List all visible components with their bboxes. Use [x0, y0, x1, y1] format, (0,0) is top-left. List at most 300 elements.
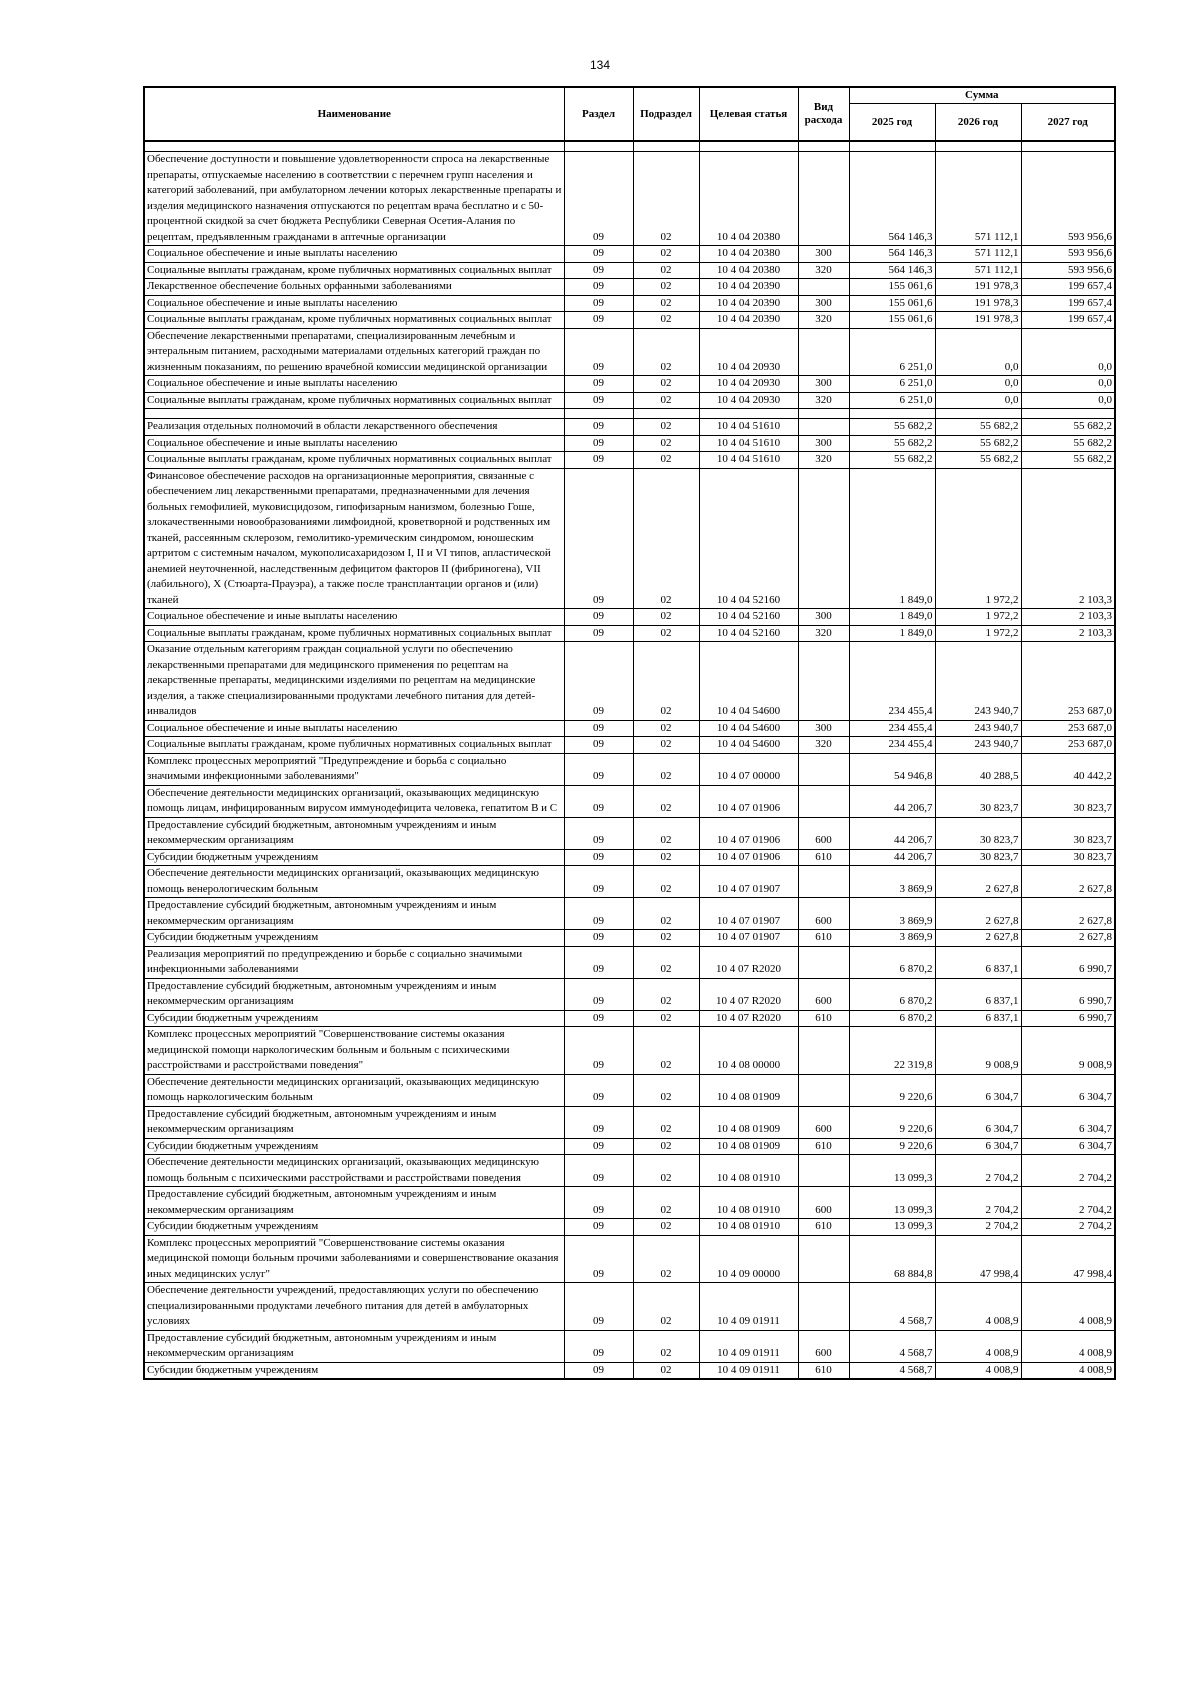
cell-2027: 6 990,7 [1021, 978, 1115, 1010]
table-row [144, 1283, 1115, 1331]
cell-2027: 6 990,7 [1021, 946, 1115, 978]
cell-name: Субсидии бюджетным учреждениям [144, 849, 564, 866]
cell-2025: 6 251,0 [849, 328, 935, 376]
cell-target-article: 10 4 04 20380 [699, 152, 798, 246]
cell-2027: 4 008,9 [1021, 1283, 1115, 1331]
budget-table [143, 86, 1116, 1380]
cell-name: Субсидии бюджетным учреждениям [144, 1362, 564, 1379]
cell-2026: 243 940,7 [935, 737, 1021, 754]
header-2025: 2025 год [849, 104, 935, 142]
cell-2026: 30 823,7 [935, 849, 1021, 866]
cell-target-article: 10 4 09 01911 [699, 1362, 798, 1379]
cell-2025: 1 849,0 [849, 609, 935, 626]
cell-target-article: 10 4 07 01906 [699, 849, 798, 866]
cell-section: 09 [564, 376, 633, 393]
cell-2027: 6 304,7 [1021, 1106, 1115, 1138]
table-row [144, 817, 1115, 849]
cell-2026: 6 304,7 [935, 1106, 1021, 1138]
cell-2027: 55 682,2 [1021, 435, 1115, 452]
cell-expense-type: 610 [798, 849, 849, 866]
cell-target-article: 10 4 07 R2020 [699, 946, 798, 978]
cell-2025: 13 099,3 [849, 1187, 935, 1219]
cell-2027: 55 682,2 [1021, 452, 1115, 469]
cell-2025: 3 869,9 [849, 930, 935, 947]
cell-name: Обеспечение деятельности учреждений, предоставляющих услуги по обеспечению специализированными продуктами лечебного питания для детей в амбулаторных условиях [144, 1283, 564, 1331]
cell-section: 09 [564, 1330, 633, 1362]
cell-section: 09 [564, 1010, 633, 1027]
cell-2027: 40 442,2 [1021, 753, 1115, 785]
cell-section: 09 [564, 392, 633, 409]
cell-2026: 1 972,2 [935, 609, 1021, 626]
cell-2027: 593 956,6 [1021, 152, 1115, 246]
cell-2026: 6 837,1 [935, 1010, 1021, 1027]
cell-2026: 0,0 [935, 376, 1021, 393]
cell-name: Предоставление субсидий бюджетным, автономным учреждениям и иным некоммерческим организациям [144, 978, 564, 1010]
cell-name: Обеспечение лекарственными препаратами, специализированным лечебным и энтеральным питанием, расходными материалами отдельных категорий граждан по жизненным показаниям, по решению врачебной комиссии медицинской организации [144, 328, 564, 376]
cell-expense-type [798, 419, 849, 436]
cell-2026: 55 682,2 [935, 435, 1021, 452]
cell-expense-type [798, 1074, 849, 1106]
cell-2027: 6 990,7 [1021, 1010, 1115, 1027]
cell-2026: 243 940,7 [935, 720, 1021, 737]
cell-2025: 564 146,3 [849, 262, 935, 279]
table-row [144, 1362, 1115, 1379]
cell-section: 09 [564, 737, 633, 754]
cell-expense-type [798, 1027, 849, 1075]
cell-expense-type: 300 [798, 435, 849, 452]
cell-expense-type [798, 642, 849, 721]
cell-name: Субсидии бюджетным учреждениям [144, 1138, 564, 1155]
cell-name: Обеспечение доступности и повышение удовлетворенности спроса на лекарственные препараты, отпускаемые населению в соответствии с перечнем групп населения и категорий заболеваний, при амбулаторном лечении которых лекарственные препараты и изделия медицинского назначения отпускаются по рецептам врача бесплатно и с 50-процентной скидкой за счет бюджета Республики Северная Осетия-Алания по рецептам, предъявленным гражданами в аптечные организации [144, 152, 564, 246]
cell-2027: 253 687,0 [1021, 720, 1115, 737]
cell-section: 09 [564, 1283, 633, 1331]
cell-name: Предоставление субсидий бюджетным, автономным учреждениям и иным некоммерческим организациям [144, 1106, 564, 1138]
cell-target-article: 10 4 07 R2020 [699, 1010, 798, 1027]
cell-subsection: 02 [633, 978, 699, 1010]
cell-subsection: 02 [633, 720, 699, 737]
cell-2025: 9 220,6 [849, 1106, 935, 1138]
cell-2027: 9 008,9 [1021, 1027, 1115, 1075]
table-row [144, 152, 1115, 246]
cell-2025: 55 682,2 [849, 435, 935, 452]
cell-subsection: 02 [633, 642, 699, 721]
cell-section: 09 [564, 609, 633, 626]
cell-2026: 2 627,8 [935, 866, 1021, 898]
table-row [144, 279, 1115, 296]
cell-2027: 253 687,0 [1021, 737, 1115, 754]
cell-subsection: 02 [633, 930, 699, 947]
cell-expense-type: 610 [798, 1010, 849, 1027]
cell-section: 09 [564, 1235, 633, 1283]
cell-2025: 55 682,2 [849, 419, 935, 436]
cell-name: Предоставление субсидий бюджетным, автономным учреждениям и иным некоммерческим организациям [144, 898, 564, 930]
table-row [144, 328, 1115, 376]
header-section: Раздел [564, 87, 633, 141]
cell-name: Комплекс процессных мероприятий "Совершенствование системы оказания медицинской помощи больным прочими заболеваниями и совершенствование оказания иных медицинских услуг" [144, 1235, 564, 1283]
cell-name: Субсидии бюджетным учреждениям [144, 930, 564, 947]
cell-expense-type: 610 [798, 930, 849, 947]
cell-target-article: 10 4 04 20930 [699, 376, 798, 393]
cell-expense-type: 600 [798, 978, 849, 1010]
cell-subsection: 02 [633, 1106, 699, 1138]
cell-section: 09 [564, 279, 633, 296]
cell-2027: 199 657,4 [1021, 295, 1115, 312]
cell-2025: 54 946,8 [849, 753, 935, 785]
cell-subsection: 02 [633, 152, 699, 246]
table-row [144, 376, 1115, 393]
cell-2025: 44 206,7 [849, 817, 935, 849]
cell-name: Социальное обеспечение и иные выплаты населению [144, 435, 564, 452]
cell-2026: 571 112,1 [935, 262, 1021, 279]
cell-target-article: 10 4 04 52160 [699, 468, 798, 609]
cell-target-article: 10 4 04 20930 [699, 392, 798, 409]
table-row [144, 1074, 1115, 1106]
cell-section: 09 [564, 866, 633, 898]
cell-2026: 6 304,7 [935, 1138, 1021, 1155]
cell-expense-type: 610 [798, 1138, 849, 1155]
cell-target-article: 10 4 04 20380 [699, 262, 798, 279]
cell-expense-type: 610 [798, 1219, 849, 1236]
cell-2026: 2 704,2 [935, 1219, 1021, 1236]
cell-2027: 593 956,6 [1021, 262, 1115, 279]
cell-expense-type: 600 [798, 817, 849, 849]
table-row [144, 312, 1115, 329]
cell-expense-type: 320 [798, 312, 849, 329]
cell-name: Реализация мероприятий по предупреждению и борьбе с социально значимыми инфекционными заболеваниями [144, 946, 564, 978]
cell-2027: 6 304,7 [1021, 1074, 1115, 1106]
cell-subsection: 02 [633, 1027, 699, 1075]
cell-2027: 2 627,8 [1021, 930, 1115, 947]
cell-expense-type: 600 [798, 898, 849, 930]
cell-target-article: 10 4 04 52160 [699, 625, 798, 642]
table-row [144, 609, 1115, 626]
cell-expense-type: 320 [798, 262, 849, 279]
cell-expense-type: 610 [798, 1362, 849, 1379]
cell-2025: 155 061,6 [849, 295, 935, 312]
table-row [144, 1235, 1115, 1283]
cell-name: Социальные выплаты гражданам, кроме публичных нормативных социальных выплат [144, 625, 564, 642]
cell-expense-type [798, 468, 849, 609]
cell-2026: 0,0 [935, 328, 1021, 376]
table-row [144, 978, 1115, 1010]
cell-subsection: 02 [633, 609, 699, 626]
cell-2025: 9 220,6 [849, 1138, 935, 1155]
cell-expense-type: 600 [798, 1187, 849, 1219]
cell-2027: 0,0 [1021, 376, 1115, 393]
table-row [144, 625, 1115, 642]
cell-name: Субсидии бюджетным учреждениям [144, 1010, 564, 1027]
table-row [144, 419, 1115, 436]
cell-expense-type [798, 1155, 849, 1187]
cell-2025: 6 251,0 [849, 392, 935, 409]
cell-target-article: 10 4 07 01906 [699, 817, 798, 849]
cell-subsection: 02 [633, 1362, 699, 1379]
cell-2025: 6 870,2 [849, 1010, 935, 1027]
cell-section: 09 [564, 946, 633, 978]
cell-expense-type [798, 1283, 849, 1331]
cell-2025: 6 870,2 [849, 978, 935, 1010]
table-row [144, 1010, 1115, 1027]
cell-name: Социальное обеспечение и иные выплаты населению [144, 295, 564, 312]
cell-subsection: 02 [633, 785, 699, 817]
cell-name: Социальное обеспечение и иные выплаты населению [144, 246, 564, 263]
cell-2026: 4 008,9 [935, 1330, 1021, 1362]
cell-2027: 2 103,3 [1021, 468, 1115, 609]
cell-2026: 47 998,4 [935, 1235, 1021, 1283]
cell-2025: 3 869,9 [849, 898, 935, 930]
cell-section: 09 [564, 625, 633, 642]
cell-2026: 571 112,1 [935, 246, 1021, 263]
cell-section: 09 [564, 817, 633, 849]
cell-section: 09 [564, 1155, 633, 1187]
cell-section: 09 [564, 452, 633, 469]
cell-target-article: 10 4 04 54600 [699, 720, 798, 737]
table-row [144, 246, 1115, 263]
header-target-article: Целевая статья [699, 87, 798, 141]
cell-subsection: 02 [633, 625, 699, 642]
cell-name: Обеспечение деятельности медицинских организаций, оказывающих медицинскую помощь наркологическим больным [144, 1074, 564, 1106]
cell-2027: 2 627,8 [1021, 866, 1115, 898]
table-row [144, 1330, 1115, 1362]
cell-subsection: 02 [633, 376, 699, 393]
cell-2026: 1 972,2 [935, 468, 1021, 609]
cell-target-article: 10 4 09 00000 [699, 1235, 798, 1283]
table-row [144, 753, 1115, 785]
cell-expense-type: 600 [798, 1330, 849, 1362]
cell-section: 09 [564, 262, 633, 279]
table-row [144, 849, 1115, 866]
cell-2026: 55 682,2 [935, 452, 1021, 469]
cell-2026: 2 704,2 [935, 1155, 1021, 1187]
table-row [144, 1219, 1115, 1236]
cell-name: Реализация отдельных полномочий в области лекарственного обеспечения [144, 419, 564, 436]
cell-2027: 2 704,2 [1021, 1219, 1115, 1236]
cell-target-article: 10 4 04 20390 [699, 279, 798, 296]
cell-subsection: 02 [633, 1283, 699, 1331]
table-row [144, 1027, 1115, 1075]
cell-section: 09 [564, 1027, 633, 1075]
cell-expense-type: 320 [798, 625, 849, 642]
table-row [144, 262, 1115, 279]
cell-expense-type: 320 [798, 452, 849, 469]
cell-expense-type [798, 785, 849, 817]
cell-2026: 191 978,3 [935, 279, 1021, 296]
cell-expense-type [798, 279, 849, 296]
cell-expense-type [798, 946, 849, 978]
cell-2026: 40 288,5 [935, 753, 1021, 785]
cell-section: 09 [564, 720, 633, 737]
cell-subsection: 02 [633, 328, 699, 376]
table-row [144, 1106, 1115, 1138]
page-number: 134 [589, 58, 611, 72]
cell-target-article: 10 4 07 01907 [699, 898, 798, 930]
cell-2026: 191 978,3 [935, 295, 1021, 312]
cell-2027: 47 998,4 [1021, 1235, 1115, 1283]
cell-subsection: 02 [633, 419, 699, 436]
cell-name: Социальные выплаты гражданам, кроме публичных нормативных социальных выплат [144, 452, 564, 469]
cell-name: Комплекс процессных мероприятий "Совершенствование системы оказания медицинской помощи наркологическим больным и больным с психическими расстройствами и расстройствами поведения" [144, 1027, 564, 1075]
cell-section: 09 [564, 435, 633, 452]
header-name: Наименование [144, 87, 564, 141]
cell-section: 09 [564, 898, 633, 930]
cell-expense-type [798, 866, 849, 898]
cell-name: Социальные выплаты гражданам, кроме публичных нормативных социальных выплат [144, 312, 564, 329]
cell-2025: 3 869,9 [849, 866, 935, 898]
cell-section: 09 [564, 1362, 633, 1379]
header-subsection: Подраздел [633, 87, 699, 141]
cell-name: Лекарственное обеспечение больных орфанными заболеваниями [144, 279, 564, 296]
cell-section: 09 [564, 1219, 633, 1236]
cell-2027: 55 682,2 [1021, 419, 1115, 436]
cell-target-article: 10 4 08 01909 [699, 1106, 798, 1138]
cell-section: 09 [564, 753, 633, 785]
cell-2026: 6 304,7 [935, 1074, 1021, 1106]
cell-target-article: 10 4 08 01910 [699, 1187, 798, 1219]
cell-subsection: 02 [633, 246, 699, 263]
cell-subsection: 02 [633, 1330, 699, 1362]
cell-target-article: 10 4 04 51610 [699, 419, 798, 436]
cell-subsection: 02 [633, 435, 699, 452]
cell-subsection: 02 [633, 452, 699, 469]
cell-2027: 0,0 [1021, 392, 1115, 409]
cell-2025: 6 251,0 [849, 376, 935, 393]
cell-section: 09 [564, 1138, 633, 1155]
cell-expense-type [798, 152, 849, 246]
cell-subsection: 02 [633, 753, 699, 785]
cell-2025: 1 849,0 [849, 468, 935, 609]
cell-section: 09 [564, 642, 633, 721]
cell-2026: 30 823,7 [935, 785, 1021, 817]
cell-2026: 2 627,8 [935, 898, 1021, 930]
cell-expense-type: 300 [798, 295, 849, 312]
table-row [144, 1155, 1115, 1187]
cell-target-article: 10 4 04 54600 [699, 737, 798, 754]
table-row [144, 642, 1115, 721]
cell-section: 09 [564, 295, 633, 312]
cell-expense-type: 320 [798, 737, 849, 754]
cell-subsection: 02 [633, 1155, 699, 1187]
cell-2027: 6 304,7 [1021, 1138, 1115, 1155]
cell-2027: 2 103,3 [1021, 609, 1115, 626]
cell-2025: 155 061,6 [849, 279, 935, 296]
cell-expense-type: 300 [798, 246, 849, 263]
cell-2026: 55 682,2 [935, 419, 1021, 436]
cell-subsection: 02 [633, 312, 699, 329]
cell-2025: 68 884,8 [849, 1235, 935, 1283]
cell-section: 09 [564, 978, 633, 1010]
cell-target-article: 10 4 04 51610 [699, 435, 798, 452]
cell-section: 09 [564, 1074, 633, 1106]
cell-expense-type: 320 [798, 392, 849, 409]
header-sum: Сумма [849, 87, 1115, 104]
table-spacer-row [144, 141, 1115, 152]
cell-section: 09 [564, 328, 633, 376]
cell-2025: 234 455,4 [849, 737, 935, 754]
cell-2025: 44 206,7 [849, 849, 935, 866]
cell-target-article: 10 4 04 20390 [699, 295, 798, 312]
cell-2026: 6 837,1 [935, 946, 1021, 978]
cell-name: Социальное обеспечение и иные выплаты населению [144, 376, 564, 393]
cell-name: Обеспечение деятельности медицинских организаций, оказывающих медицинскую помощь лицам, инфицированным вирусом иммунодефицита человека, гепатитом В и С [144, 785, 564, 817]
cell-subsection: 02 [633, 1219, 699, 1236]
cell-section: 09 [564, 1187, 633, 1219]
cell-target-article: 10 4 07 01906 [699, 785, 798, 817]
cell-target-article: 10 4 07 01907 [699, 930, 798, 947]
header-2027: 2027 год [1021, 104, 1115, 142]
cell-2026: 571 112,1 [935, 152, 1021, 246]
table-row [144, 946, 1115, 978]
cell-section: 09 [564, 312, 633, 329]
cell-name: Социальное обеспечение и иные выплаты населению [144, 609, 564, 626]
cell-2027: 593 956,6 [1021, 246, 1115, 263]
cell-2026: 191 978,3 [935, 312, 1021, 329]
cell-2025: 22 319,8 [849, 1027, 935, 1075]
cell-section: 09 [564, 246, 633, 263]
cell-name: Комплекс процессных мероприятий "Предупреждение и борьба с социально значимыми инфекционными заболеваниями" [144, 753, 564, 785]
cell-2027: 253 687,0 [1021, 642, 1115, 721]
table-row [144, 1187, 1115, 1219]
cell-target-article: 10 4 07 R2020 [699, 978, 798, 1010]
cell-section: 09 [564, 930, 633, 947]
table-header [144, 87, 1115, 141]
cell-target-article: 10 4 08 01909 [699, 1074, 798, 1106]
cell-2026: 4 008,9 [935, 1283, 1021, 1331]
cell-subsection: 02 [633, 468, 699, 609]
cell-subsection: 02 [633, 849, 699, 866]
cell-expense-type: 300 [798, 376, 849, 393]
cell-section: 09 [564, 419, 633, 436]
cell-name: Обеспечение деятельности медицинских организаций, оказывающих медицинскую помощь венерологическим больным [144, 866, 564, 898]
cell-2026: 243 940,7 [935, 642, 1021, 721]
cell-2027: 30 823,7 [1021, 817, 1115, 849]
cell-target-article: 10 4 04 52160 [699, 609, 798, 626]
table-row [144, 295, 1115, 312]
cell-name: Обеспечение деятельности медицинских организаций, оказывающих медицинскую помощь больным с психическими расстройствами и расстройствами поведения [144, 1155, 564, 1187]
cell-subsection: 02 [633, 262, 699, 279]
table-row [144, 737, 1115, 754]
cell-2027: 2 103,3 [1021, 625, 1115, 642]
cell-2025: 6 870,2 [849, 946, 935, 978]
cell-2026: 9 008,9 [935, 1027, 1021, 1075]
cell-2025: 4 568,7 [849, 1330, 935, 1362]
cell-2027: 30 823,7 [1021, 849, 1115, 866]
cell-target-article: 10 4 08 00000 [699, 1027, 798, 1075]
cell-target-article: 10 4 08 01909 [699, 1138, 798, 1155]
cell-2027: 2 704,2 [1021, 1187, 1115, 1219]
cell-section: 09 [564, 468, 633, 609]
cell-expense-type [798, 328, 849, 376]
cell-name: Социальные выплаты гражданам, кроме публичных нормативных социальных выплат [144, 392, 564, 409]
header-2026: 2026 год [935, 104, 1021, 142]
cell-2025: 1 849,0 [849, 625, 935, 642]
cell-2025: 155 061,6 [849, 312, 935, 329]
table-row [144, 468, 1115, 609]
cell-name: Социальные выплаты гражданам, кроме публичных нормативных социальных выплат [144, 737, 564, 754]
header-expense-type: Вид расхода [798, 87, 849, 141]
cell-target-article: 10 4 04 20390 [699, 312, 798, 329]
cell-name: Субсидии бюджетным учреждениям [144, 1219, 564, 1236]
table-row [144, 866, 1115, 898]
cell-target-article: 10 4 07 01907 [699, 866, 798, 898]
cell-expense-type [798, 1235, 849, 1283]
cell-2025: 564 146,3 [849, 246, 935, 263]
cell-section: 09 [564, 785, 633, 817]
cell-2027: 2 627,8 [1021, 898, 1115, 930]
cell-subsection: 02 [633, 295, 699, 312]
cell-2025: 9 220,6 [849, 1074, 935, 1106]
table-row [144, 435, 1115, 452]
table-row [144, 930, 1115, 947]
